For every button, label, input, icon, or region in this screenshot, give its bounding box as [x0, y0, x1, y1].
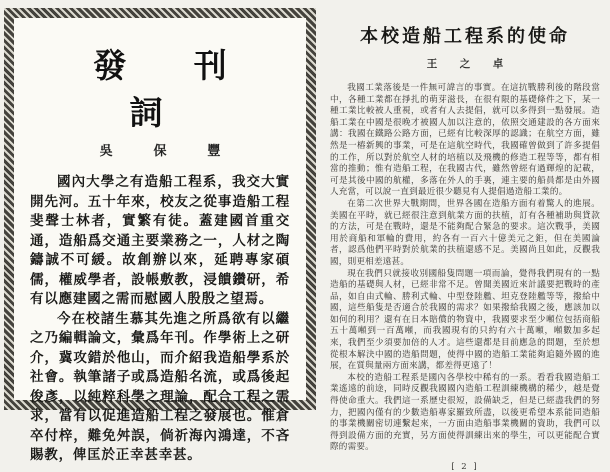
paragraph: 國內大學之有造船工程系，我交大實開先河。五十年來，校友之從事造船工程斐聲士林者，實繁有徒。蓋建國首重交通，造船爲交通主要業務之一，人材之陶鑄誠不可緩。故創辦以來，延聘專家碩儒，權威學者，設帳敷教，浸饋鑽研，希有以應建國之需而慰國人殷殷之望焉。: [30, 174, 290, 307]
paragraph: 在第二次世界大戰期間，世界各國在造船方面有着驚人的進展。美國在平時，就已經很注意到航業方面的扶植，訂有各種補助與貸款的方法，可是在戰時，還是不能夠配合緊急的要求。這次戰爭，美國用於商船和軍輪的費用，約各有一百六十億美元之鉅，但在美國論者，認爲他們平時對於航業的扶植還感不足。美國尚且如此，反觀我國，則更相差遠甚。: [330, 198, 600, 267]
right-page: [322, 8, 606, 472]
paragraph: 我國工業落後是一件無可諱言的事實。在這抗戰勝利後的階段當中，各種工業都在掙扎的萌芽滋長，在很有限的基礎條件之下，某一種工業比較被人重視，或者有人去提倡，就可以多得到一點發展。造船工業在中國是很晚才被國人加以注意的，依照交通建設的各方面來講：我國在鐵路公路方面，已經有比較深厚的認識；在航空方面，雖然是一樁新興的事業，可是在這航空時代，我國確曾做到了許多提倡的工作，所以對於航空人材的培植以及飛機的修造工程等等，都有相當的推動；惟有造船工程，在我國古代，雖然曾經有過輝煌的記載，可是其後中國的航權，多落在外人的手裏，連主要的船員都是由外國人充當，可以說一直到最近很少聽見有人提倡過造船工業的。: [330, 83, 600, 198]
right-page-body: [330, 83, 600, 454]
right-page-author: 王 之 卓: [426, 58, 513, 70]
page-number: [ 2 ]: [451, 462, 479, 472]
paragraph: 今在校諸生慕其先進之所爲欲有以繼之乃編輯論文，彙爲年刊。作學術上之研介，冀攻錯於他山，而介紹我造船學系於社會。執筆諸子或爲造船名流，或爲後起俊彥，以純粹科學之理論，配合工程之需求，當有以促進造船工程之發展也。惟倉卒付梓，難免舛誤，倘祈海內鴻達，不吝賜教，俾匡於正幸甚幸甚。: [30, 310, 290, 463]
paragraph: 本校的造船工程系是國內各學校中稀有的一系。看看我國造船工業遙遠的前途，同時反觀我國國內造船工程訓練機構的稀少，越是覺得使命重大。我們這一系歷史很短，設備缺乏，但是已經盡我們的努力，把國內僅有的少數造船專家羅致所盡，以後更希望本系能同造船的事業機關密切連繫起來，一方面由造船事業機關的資助，我們可以得到設備方面的充實，另方面使得訓練出來的學生，可以更能配合實際的需要。: [330, 372, 600, 453]
left-page-title: 發 刊 詞: [93, 46, 255, 132]
left-page-content: [14, 18, 306, 463]
left-page-body: [30, 173, 290, 466]
left-page-author: 吳 保 豐: [99, 144, 239, 159]
left-page: [4, 8, 316, 463]
paragraph: 現在我們只就接收別國船隻問題一項而論，覺得我們現有的一點造船的基礎與人材，已經非常不足。曾聞美國近來計議要把戰時的產品，如自由式輪、勝利式輪、中型登陸艦、坦克登陸艦等等，撥給中國，這些船隻是否適合於我國的需求？如果撥給我國之後，應該加以如何的利用？還有在日本賠償的物資中，我國要求至少噸位包括商船五十萬噸到一百萬噸，而我國現有的只約有六十萬噸，噸數加多起來，我們至少須要加倍的人才。這些還都是目前應急的問題，至於想從根本解決中國的造船問題，使得中國的造船工業能夠追隨外國的進展，在質與量兩方面來講，都差得更遠了！: [330, 268, 600, 372]
right-page-title: 本校造船工程系的使命: [360, 26, 570, 47]
